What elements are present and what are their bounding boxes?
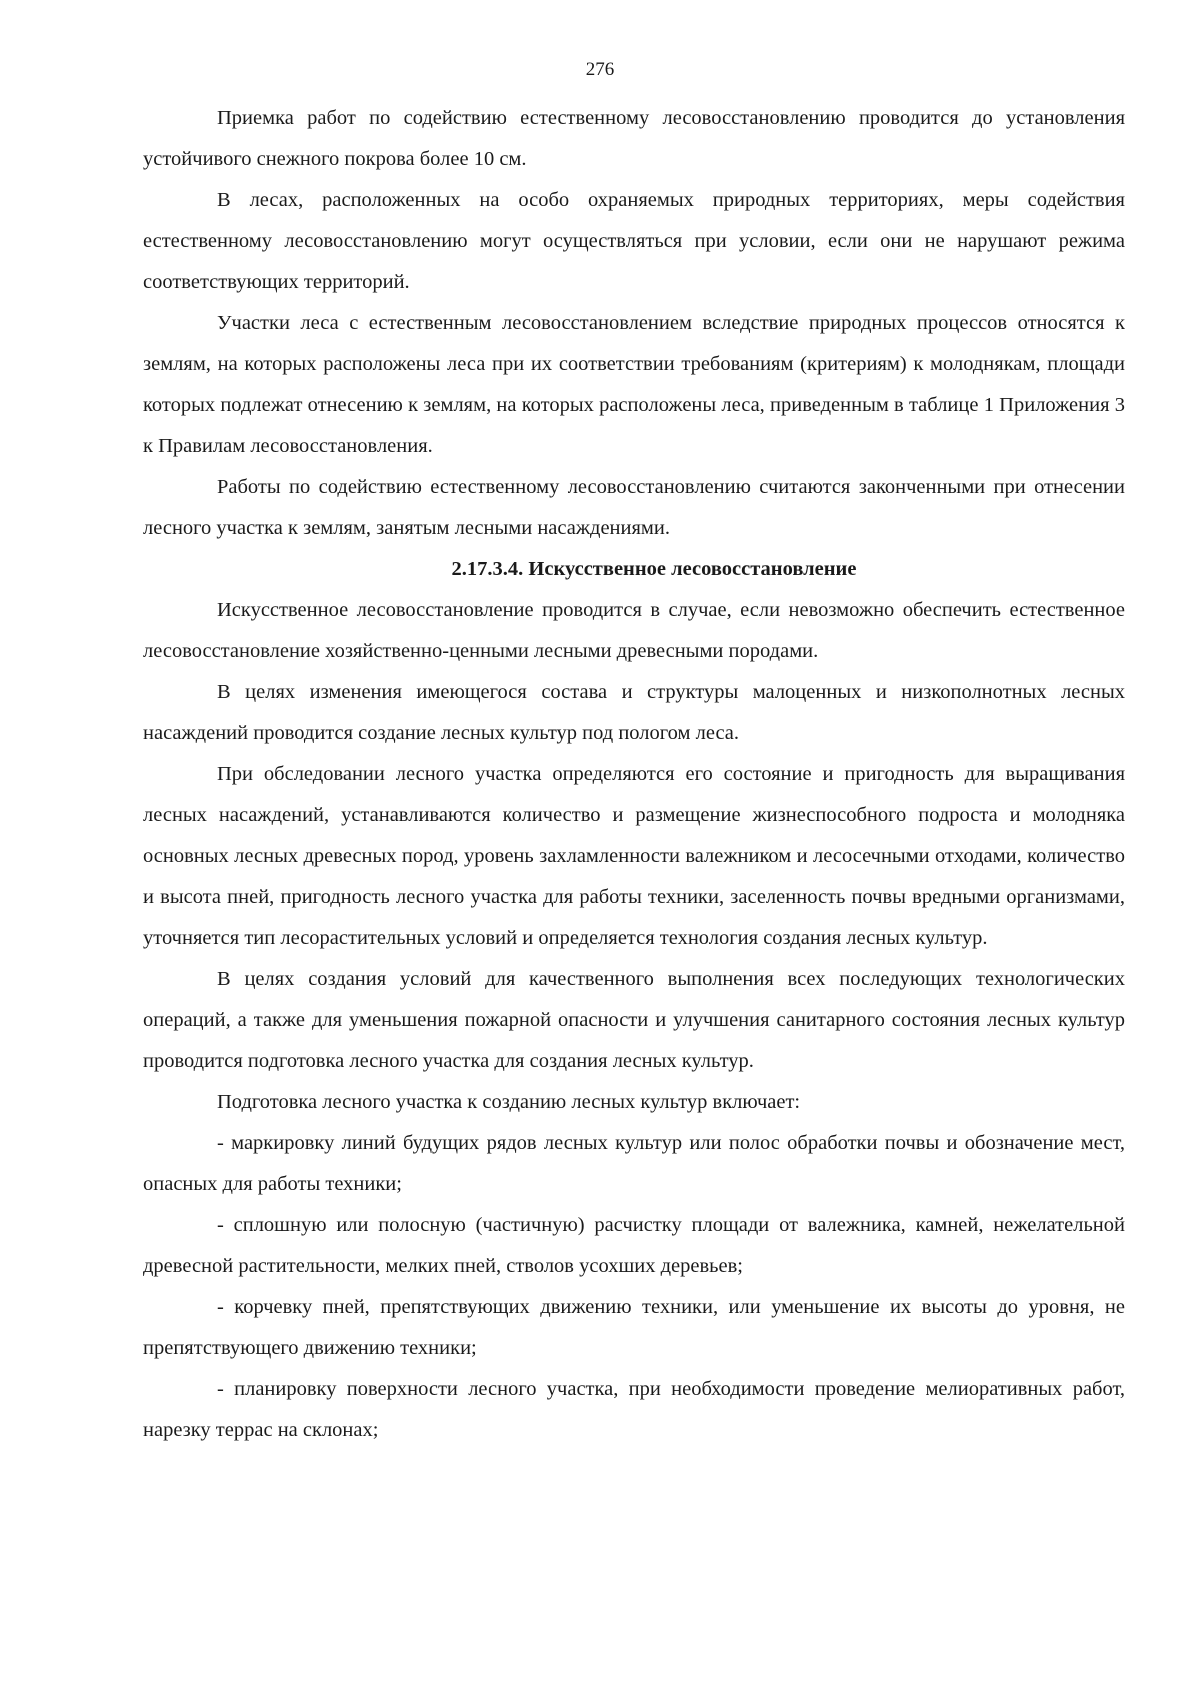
- paragraph: Участки леса с естественным лесовосстановлением вследствие природных процессов относятся к землям, на которых расположены леса при их соответствии требованиям (критериям) к молоднякам, площади которых подлежат отнесению к землям, на которых расположены леса, приведенным в таблице 1 Приложения 3 к Правилам лесовосстановления.: [143, 312, 1125, 457]
- paragraph: В лесах, расположенных на особо охраняемых природных территориях, меры содействия естественному лесовосстановлению могут осуществляться при условии, если они не нарушают режима соответствующих территорий.: [143, 189, 1125, 293]
- paragraph: В целях изменения имеющегося состава и структуры малоценных и низкополнотных лесных насаждений проводится создание лесных культур под пологом леса.: [143, 681, 1125, 744]
- list-item: - корчевку пней, препятствующих движению техники, или уменьшение их высоты до уровня, не препятствующего движению техники;: [143, 1296, 1125, 1359]
- section-heading: 2.17.3.4. Искусственное лесовосстановление: [451, 558, 857, 580]
- paragraph: Работы по содействию естественному лесовосстановлению считаются законченными при отнесении лесного участка к землям, занятым лесными насаждениями.: [143, 476, 1125, 539]
- paragraph: В целях создания условий для качественного выполнения всех последующих технологических операций, а также для уменьшения пожарной опасности и улучшения санитарного состояния лесных культур проводится подготовка лесного участка для создания лесных культур.: [143, 968, 1125, 1072]
- paragraph: При обследовании лесного участка определяются его состояние и пригодность для выращивания лесных насаждений, устанавливаются количество и размещение жизнеспособного подроста и молодняка основных лесных древесных пород, уровень захламленности валежником и лесосечными отходами, количество и высота пней, пригодность лесного участка для работы техники, заселенность почвы вредными организмами, уточняется тип лесорастительных условий и определяется технология создания лесных культур.: [143, 763, 1125, 949]
- page-number: 276: [585, 59, 615, 80]
- paragraph: Искусственное лесовосстановление проводится в случае, если невозможно обеспечить естественное лесовосстановление хозяйственно-ценными лесными древесными породами.: [143, 599, 1125, 662]
- list-intro: Подготовка лесного участка к созданию лесных культур включает:: [217, 1091, 801, 1113]
- list-item: - маркировку линий будущих рядов лесных культур или полос обработки почвы и обозначение мест, опасных для работы техники;: [143, 1132, 1125, 1195]
- list-item: - планировку поверхности лесного участка, при необходимости проведение мелиоративных работ, нарезку террас на склонах;: [143, 1378, 1125, 1441]
- list-item: - сплошную или полосную (частичную) расчистку площади от валежника, камней, нежелательной древесной растительности, мелких пней, стволов усохших деревьев;: [143, 1214, 1125, 1277]
- paragraph: Приемка работ по содействию естественному лесовосстановлению проводится до установления устойчивого снежного покрова более 10 см.: [143, 107, 1125, 170]
- document-body: [143, 98, 1125, 1451]
